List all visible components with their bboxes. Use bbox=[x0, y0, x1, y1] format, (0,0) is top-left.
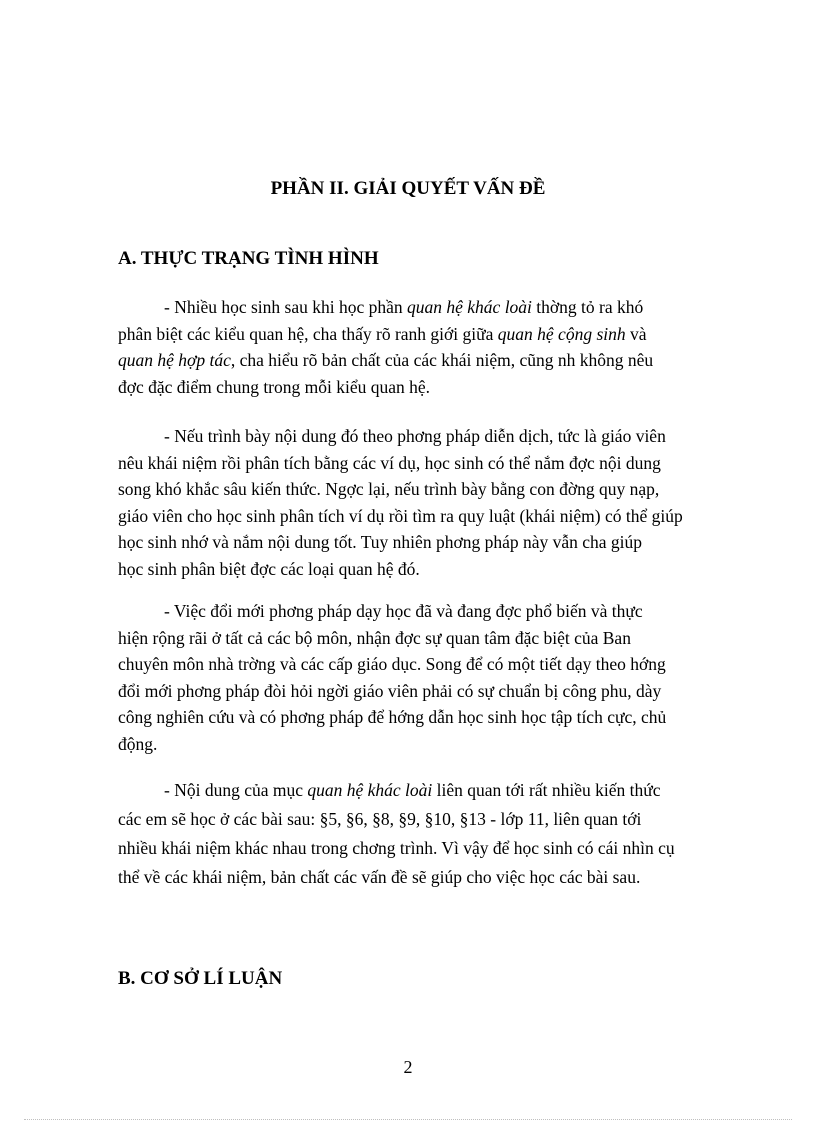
italic-term: quan hệ cộng sinh bbox=[497, 323, 626, 344]
paragraph-line bbox=[118, 476, 738, 503]
paragraph-line bbox=[118, 321, 738, 348]
text-run: song khó khắc sâu kiến thức. Ngợc lại, nếu trình bày bằng con đờng quy nạp, bbox=[118, 479, 660, 499]
text-run: - Nhiều học sinh sau khi học phần bbox=[164, 297, 408, 317]
text-run: động. bbox=[118, 733, 158, 754]
italic-term: quan hệ khác loài bbox=[407, 297, 532, 317]
page-bottom-divider bbox=[24, 1119, 792, 1120]
text-run: - Nếu trình bày nội dung đó theo phơng pháp diễn dịch, tức là giáo viên bbox=[164, 426, 666, 446]
italic-term: quan hệ hợp tác bbox=[118, 350, 231, 370]
paragraph-line bbox=[118, 834, 738, 863]
paragraph-line bbox=[118, 678, 738, 705]
paragraph-line bbox=[118, 776, 738, 805]
text-run: học sinh phân biệt đợc các loại quan hệ đó. bbox=[118, 558, 420, 579]
paragraph-line bbox=[118, 625, 738, 652]
text-run: - Việc đổi mới phơng pháp dạy học đã và đang đợc phổ biến và thực bbox=[164, 601, 643, 621]
paragraph-1 bbox=[118, 294, 738, 400]
paragraph-2 bbox=[118, 423, 738, 582]
text-run: hiện rộng rãi ở tất cả các bộ môn, nhận đợc sự quan tâm đặc biệt của Ban bbox=[118, 627, 631, 648]
text-run: nhiều khái niệm khác nhau trong chơng trình. Vì vậy để học sinh có cái nhìn cụ bbox=[118, 838, 675, 858]
paragraph-4 bbox=[118, 776, 738, 892]
text-run: đợc đặc điểm chung trong mỗi kiểu quan hệ. bbox=[118, 376, 431, 397]
section-heading-a: A. THỰC TRẠNG TÌNH HÌNH bbox=[118, 248, 379, 269]
paragraph-line bbox=[118, 704, 738, 731]
text-run: học sinh nhớ và nắm nội dung tốt. Tuy nhiên phơng pháp này vẫn cha giúp bbox=[118, 532, 643, 552]
text-run: phân biệt các kiểu quan hệ, cha thấy rõ ranh giới giữa bbox=[118, 323, 498, 344]
paragraph-line bbox=[118, 423, 738, 450]
paragraph-line bbox=[118, 651, 738, 678]
text-run: , cha hiểu rõ bản chất của các khái niệm, cũng nh không nêu bbox=[230, 350, 654, 370]
paragraph-line bbox=[118, 374, 738, 401]
paragraph-line bbox=[118, 805, 738, 834]
paragraph-3 bbox=[118, 598, 738, 757]
paragraph-line bbox=[118, 529, 738, 556]
page-title: PHẦN II. GIẢI QUYẾT VẤN ĐỀ bbox=[270, 178, 546, 199]
italic-term: quan hệ khác loài bbox=[307, 780, 433, 800]
text-run: thể về các khái niệm, bản chất các vấn đề sẽ giúp cho việc học các bài sau. bbox=[118, 867, 641, 887]
paragraph-line bbox=[118, 450, 738, 477]
text-run: thờng tỏ ra khó bbox=[531, 297, 644, 317]
paragraph-line bbox=[118, 503, 738, 530]
text-run: chuyên môn nhà trờng và các cấp giáo dục. Song để có một tiết dạy theo hớng bbox=[118, 654, 666, 674]
paragraph-line bbox=[118, 347, 738, 374]
text-run: đổi mới phơng pháp đòi hỏi ngời giáo viên phải có sự chuẩn bị công phu, dày bbox=[118, 680, 662, 701]
paragraph-line bbox=[118, 294, 738, 321]
paragraph-line bbox=[118, 598, 738, 625]
text-run: công nghiên cứu và có phơng pháp để hớng dẫn học sinh học tập tích cực, chủ bbox=[118, 707, 667, 727]
section-heading-b: B. CƠ SỞ LÍ LUẬN bbox=[118, 968, 283, 989]
paragraph-line bbox=[118, 731, 738, 758]
text-run: giáo viên cho học sinh phân tích ví dụ rồi tìm ra quy luật (khái niệm) có thể giúp bbox=[118, 505, 683, 526]
text-run: nêu khái niệm rồi phân tích bằng các ví dụ, học sinh có thể nắm đợc nội dung bbox=[118, 452, 661, 473]
paragraph-line bbox=[118, 556, 738, 583]
paragraph-line bbox=[118, 863, 738, 892]
page-number: 2 bbox=[403, 1057, 413, 1077]
text-run: các em sẽ học ở các bài sau: §5, §6, §8, §9, §10, §13 - lớp 11, liên quan tới bbox=[118, 809, 642, 829]
text-run: liên quan tới rất nhiều kiến thức bbox=[432, 780, 661, 800]
text-run: và bbox=[625, 323, 647, 344]
text-run: - Nội dung của mục bbox=[164, 780, 308, 800]
